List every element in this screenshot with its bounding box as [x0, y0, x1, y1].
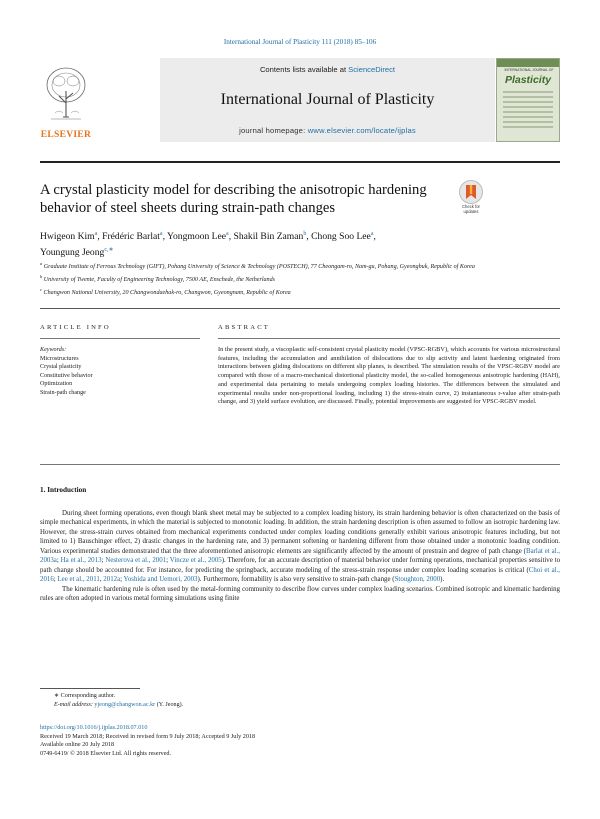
homepage-prefix: journal homepage:	[239, 126, 308, 135]
contents-line	[160, 65, 495, 74]
email-line: E-mail address: yjeong@changwon.ac.kr (Y. Jeong).	[54, 702, 184, 708]
sciencedirect-link[interactable]: ScienceDirect	[348, 65, 396, 74]
keyword: Strain-path change	[40, 389, 86, 396]
paragraph: The kinematic hardening rule is often used by the metal-forming community to describe flow curves under complex loading scenarios. Combined isotropic and kinematic hardening rules are often adopted in various metal forming simulations using finite	[40, 585, 560, 603]
article-info-rule	[40, 338, 200, 339]
author-name[interactable]: Yongmoon Lee	[167, 231, 227, 243]
author-name[interactable]: Frédéric Barlat	[102, 231, 160, 243]
keyword: Crystal plasticity	[40, 364, 82, 371]
cover-title: Plasticity	[504, 74, 552, 86]
author-name[interactable]: Hwigeon Kim	[40, 231, 95, 243]
citation-link[interactable]: 2012a	[103, 576, 121, 584]
publisher-name: ELSEVIER	[40, 130, 92, 140]
author-name[interactable]: Youngung Jeong	[40, 246, 105, 258]
keyword: Constitutive behavior	[40, 372, 93, 379]
author-affil-mark[interactable]: a	[226, 231, 229, 237]
paper-title: A crystal plasticity model for describing the anisotropic hardening behavior of steel sheets during strain-path changes	[40, 182, 427, 216]
elsevier-logo	[40, 58, 92, 146]
keyword: Optimization	[40, 381, 73, 388]
citation-link[interactable]: Nesterova et al., 2001	[105, 557, 167, 565]
affiliation: $^c$ Changwon National University, 20 Changwondaehak-ro, Changwon, Gyeongnam, Republic of Korea	[40, 287, 291, 297]
contents-prefix: Contents lists available at	[259, 65, 349, 74]
journal-title: International Journal of Plasticity	[220, 91, 435, 108]
publication-info	[40, 724, 560, 758]
author-affil-mark[interactable]: b	[303, 231, 307, 237]
citation-link[interactable]: Ha et al., 2013	[60, 557, 102, 565]
citation-link[interactable]: Barlat et al., 2003a	[40, 547, 560, 565]
email-link[interactable]: yjeong@changwon.ac.kr	[94, 702, 156, 708]
header-divider	[40, 308, 560, 309]
affiliations	[40, 259, 560, 298]
check-for-updates-button[interactable]	[456, 180, 486, 220]
received-dates: Received 19 March 2018; Received in revised form 9 July 2018; Accepted 9 July 2018	[40, 732, 256, 740]
doi-link[interactable]: https://doi.org/10.1016/j.ijplas.2018.07.010	[40, 724, 148, 731]
homepage-line	[160, 126, 495, 135]
masthead-divider	[40, 161, 560, 163]
section-heading: 1. Introduction	[40, 486, 87, 494]
affiliation: $^b$ University of Twente, Faculty of Engineering Technology, 7500 AE, Enschede, the Netherlands	[40, 274, 276, 284]
cover-subtitle: INTERNATIONAL JOURNAL OF	[504, 68, 554, 72]
homepage-link[interactable]: www.elsevier.com/locate/ijplas	[307, 126, 416, 135]
introduction-body	[40, 509, 560, 604]
masthead	[40, 58, 560, 148]
citation-link[interactable]: Vincze et al., 2005	[169, 557, 222, 565]
journal-citation[interactable]: International Journal of Plasticity 111 (2018) 85–106	[223, 38, 377, 46]
citation-link[interactable]: Yoshida and Uemori, 2003	[123, 576, 198, 584]
check-updates-label: Check for updates	[462, 204, 480, 214]
elsevier-tree-icon	[43, 63, 89, 125]
author-name[interactable]: Shakil Bin Zaman	[233, 231, 304, 243]
citation-link[interactable]: Choi et al., 2016	[40, 566, 560, 584]
corresponding-author-note: ∗ Corresponding author.	[54, 693, 116, 699]
footnote-rule	[40, 688, 140, 689]
online-date: Available online 20 July 2018	[40, 741, 115, 749]
article-info-heading: ARTICLE INFO	[40, 324, 111, 331]
author-affil-mark[interactable]: a	[370, 231, 374, 237]
author-list: Hwigeon Kim$^a$, Frédéric Barlat$^a$, Yongmoon Lee$^a$, Shakil Bin Zaman$^b$, Chong Soo Lee$^a$, Youngung Jeong$^{c,∗}$	[40, 231, 376, 258]
author-affil-mark[interactable]: a	[159, 231, 163, 237]
bookmark-icon	[465, 185, 477, 199]
journal-banner	[160, 58, 495, 142]
affiliation: $^a$ Graduate Institute of Ferrous Technology (GIFT), Pohang University of Science & Technology (POSTECH), 77 Cheongam-ro, Nam-gu, Pohang, Gyeongbuk, Republic of Korea	[40, 261, 475, 271]
abstract-text: In the present study, a viscoplastic self-consistent crystal plasticity model (VPSC-RGBV), which accounts for various microstructural features, including the accumulation and annihilation of dislocations due to slip activity and latent hardening originated from interactions between gliding dislocations on different slip planes, is described. The simulation results of the VPSC-RGBV model are compared with those of a macro-mechanical distortional plasticity model, the so-called homogeneous anisotropic hardening (HAH), and experimental data pertaining to metals undergoing complex loading histories. The differences between the simulated and experimental results under non-proportional loading, including 1) the stress-strain curve, 2) instantaneous r-value after strain-path change, and 3) yield surface evolution, are discussed. Finally, potential improvements are suggested for VPSC-RGBV model.	[218, 346, 560, 406]
copyright: 0749-6419/ © 2018 Elsevier Ltd. All rights reserved.	[40, 749, 172, 757]
abstract-rule	[218, 338, 560, 339]
abstract-bottom-rule	[40, 464, 560, 465]
citation-link[interactable]: Stoughton, 2000	[394, 576, 441, 584]
citation-link[interactable]: Lee et al., 2011	[57, 576, 100, 584]
author-name[interactable]: Chong Soo Lee	[311, 231, 371, 243]
keywords-label: Keywords:	[40, 347, 67, 353]
keywords-block	[40, 346, 200, 398]
author-affil-mark[interactable]: a	[94, 231, 98, 237]
paragraph: During sheet forming operations, even though blank sheet metal may be subjected to a complex loading history, its strain hardening behavior is often characterized on the basis of simple mechanical experiments, in which the material is subjected to monotonic loading. In addition, the strain hardening description is often assumed to follow an isotropic hardening law. However, the stress-strain curves obtained from mechanical experiments conducted under complex loading conditions generally exhibit various anisotropic features including, but not limited to 1) Bauschinger effect, 2) drastic changes in the hardening rate, and 3) permanent softening or hardening different from those obtained under a monotonic loading condition. Various experimental studies demonstrated that the three aforementioned anisotropic elements are significantly affected by the amount of prestrain and degree of path change (Barlat et al., 2003a; Ha et al., 2013; Nesterova et al., 2001; Vincze et al., 2005). Therefore, for an accurate description of material behavior under forming operations, mechanical properties sensitive to path change should be accounted for. For instance, for predicting the springback, accurate modeling of the stress-strain response under complex loading scenarios is critical (Choi et al., 2016; Lee et al., 2011, 2012a; Yoshida and Uemori, 2003). Furthermore, formability is also very sensitive to strain-path change (Stoughton, 2000).	[40, 510, 561, 584]
author-affil-mark[interactable]: c,∗	[104, 246, 114, 253]
journal-cover-thumbnail[interactable]	[496, 58, 560, 142]
keyword: Microstructures	[40, 355, 79, 362]
footnote	[40, 692, 560, 710]
abstract-heading: ABSTRACT	[218, 324, 271, 331]
